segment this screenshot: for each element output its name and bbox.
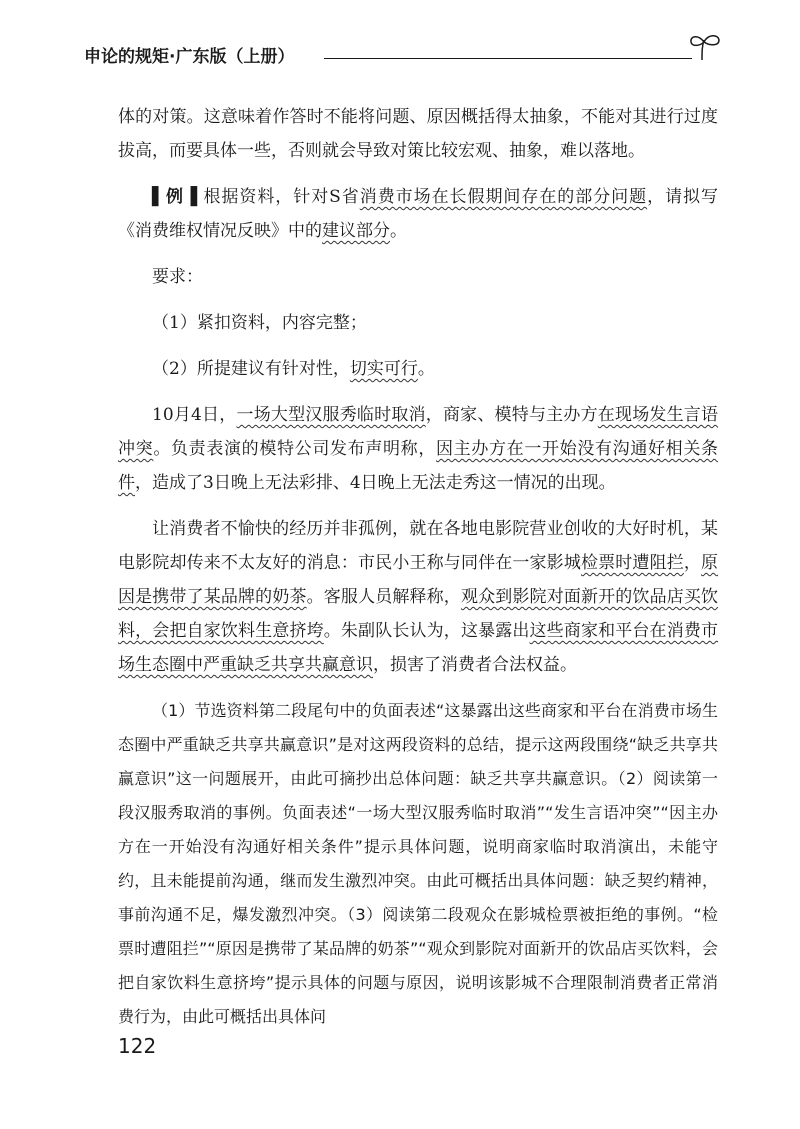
text-run: 。客服人员解释称，: [306, 587, 461, 607]
running-header: [84, 30, 724, 70]
text-run: 。朱副队长认为，这暴露出: [323, 621, 530, 641]
requirements-heading: 要求：: [152, 267, 203, 287]
underlined-phrase: 观众到影院对面新开的饮品店买饮料，会把自家饮料生意挤垮: [118, 587, 719, 641]
text-run: ，商家、模特与主办方: [425, 405, 598, 425]
header-rule: [324, 58, 692, 59]
requirement-1: （1）紧扣资料，内容完整；: [152, 313, 367, 333]
underlined-phrase: 在现场发生言语冲突: [118, 405, 719, 459]
material-paragraph-1: [118, 398, 718, 500]
requirement-2: [118, 352, 718, 386]
example-marker: ▌例▐: [152, 187, 198, 207]
underlined-phrase: 检票时遭阻拦: [580, 553, 684, 573]
text-run: 10月4日，: [152, 405, 237, 425]
underlined-phrase: 一场大型汉服秀临时取消: [236, 405, 426, 425]
text-run: 。负责表演的模特公司发布声明称，: [153, 439, 437, 459]
underlined-phrase: 原因是携带了某品牌的奶茶: [118, 553, 719, 607]
underlined-phrase: 消费市场在长假期间存在的部分问题: [359, 187, 648, 207]
text-run: 根据资料，针对S省: [197, 187, 360, 207]
text-run: 让消费者不愉快的经历并非孤例，就在各地电影院营业创收的大好时机，某电影院却传来不太友好的消息：市民小王称与同伴在一家影城: [118, 519, 718, 573]
text-run: （2）所提建议有针对性，: [152, 359, 350, 379]
page-number: 122: [118, 1034, 157, 1058]
underlined-phrase: 因主办方在一开始没有沟通好相关条件: [118, 439, 719, 493]
paragraph-continuation: 体的对策。这意味着作答时不能将问题、原因概括得太抽象，不能对其进行过度拔高，而要具体一些，否则就会导致对策比较宏观、抽象，难以落地。: [118, 107, 718, 161]
underlined-phrase: 建议部分: [322, 221, 390, 241]
sprout-icon: [688, 32, 722, 62]
text-run: ，: [683, 553, 702, 573]
example-question: [118, 180, 718, 248]
page-body: [118, 100, 718, 1046]
analysis-paragraph: （1）节选资料第二段尾句中的负面表述“这暴露出这些商家和平台在消费市场生态圈中严重缺乏共享共赢意识”是对这两段资料的总结，提示这两段围绕“缺乏共享共赢意识”这一问题展开，由此可摘抄出总体问题：缺乏共享共赢意识。（2）阅读第一段汉服秀取消的事例。负面表述“一场大型汉服秀临时取消”“发生言语冲突”“因主办方在一开始没有沟通好相关条件”提示具体问题，说明商家临时取消演出，未能守约，且未能提前沟通，继而发生激烈冲突。由此可概括出具体问题：缺乏契约精神，事前沟通不足，爆发激烈冲突。（3）阅读第二段观众在影城检票被拒绝的事例。“检票时遭阻拦”“原因是携带了某品牌的奶茶”“观众到影院对面新开的饮品店买饮料，会把自家饮料生意挤垮”提示具体的问题与原因，说明该影城不合理限制消费者正常消费行为，由此可概括出具体问: [118, 701, 718, 1026]
text-run: 。: [417, 359, 435, 379]
text-run: ，损害了消费者合法权益。: [373, 655, 577, 675]
book-title: 申论的规矩·广东版（上册）: [84, 47, 295, 67]
text-run: 。: [390, 221, 407, 241]
material-paragraph-2: [118, 512, 718, 682]
text-run: ，造成了3日晚上无法彩排、4日晚上无法走秀这一情况的出现。: [135, 473, 616, 493]
text-run: ，请拟写《消费维权情况反映》中的: [118, 187, 718, 241]
underlined-phrase: 这些商家和平台在消费市场生态圈中严重缺乏共享共赢意识: [118, 621, 719, 675]
underlined-phrase: 切实可行: [349, 359, 418, 379]
